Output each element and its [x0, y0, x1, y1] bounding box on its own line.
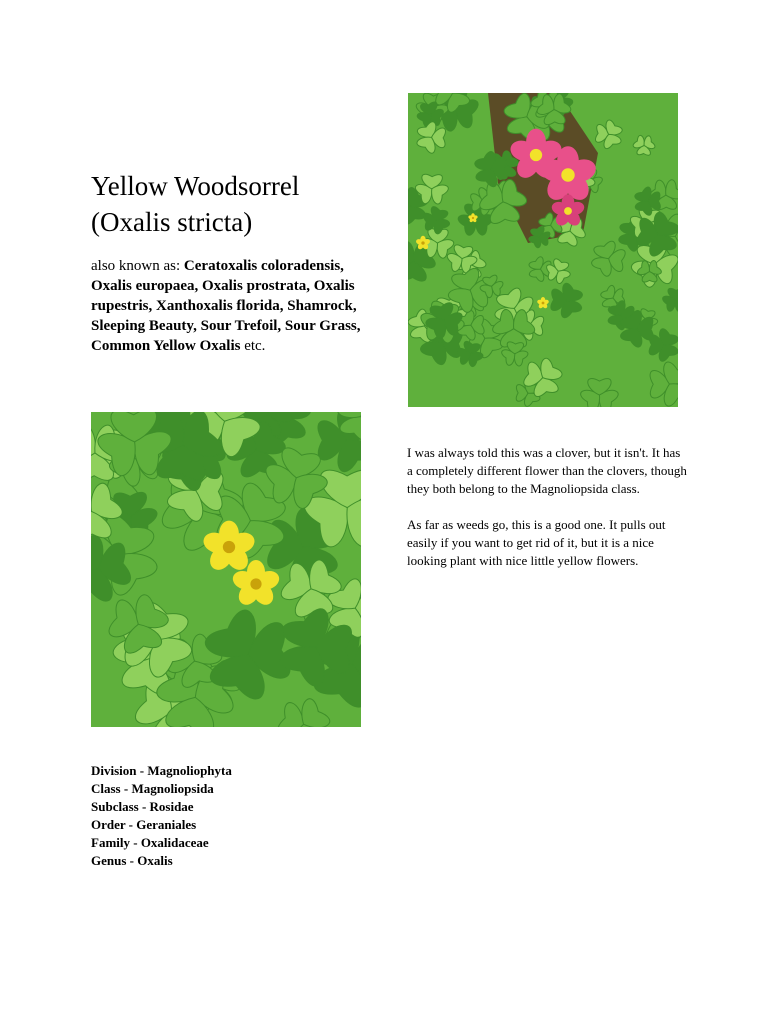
title-scientific-name: (Oxalis stricta)	[91, 207, 253, 237]
description-paragraph-1: I was always told this was a clover, but it isn't. It has a completely different flower than the clovers, though they both belong to the Magnoliopsida class.	[407, 445, 687, 496]
taxonomy-family: Family - Oxalidaceae	[91, 835, 209, 850]
photo-oxalis-yellow-flowers-closeup	[91, 412, 361, 727]
aka-suffix: etc.	[240, 338, 266, 354]
page-title	[91, 168, 391, 240]
title-common-name: Yellow Woodsorrel	[91, 171, 300, 201]
taxonomy-class: Class - Magnoliopsida	[91, 781, 214, 796]
description	[407, 444, 687, 588]
photo-oxalis-with-pink-flowers	[408, 93, 678, 407]
taxonomy-order: Order - Geraniales	[91, 817, 197, 832]
aka-prefix: also known as:	[91, 258, 184, 274]
taxonomy-division: Division - Magnoliophyta	[91, 763, 232, 778]
also-known-as	[91, 256, 381, 356]
photo-top-graphic	[408, 93, 678, 407]
aka-names: Ceratoxalis coloradensis, Oxalis europaea, Oxalis prostrata, Oxalis rupestris, Xanthoxalis florida, Shamrock, Sleeping Beauty, Sour Trefoil, Sour Grass, Common Yellow Oxalis	[91, 258, 361, 354]
description-paragraph-2: As far as weeds go, this is a good one. It pulls out easily if you want to get rid of it, but it is a nice looking plant with nice little yellow flowers.	[407, 517, 666, 568]
taxonomy-subclass: Subclass - Rosidae	[91, 799, 194, 814]
taxonomy-list	[91, 762, 351, 870]
photo-left-graphic	[91, 412, 361, 727]
taxonomy-genus: Genus - Oxalis	[91, 853, 173, 868]
